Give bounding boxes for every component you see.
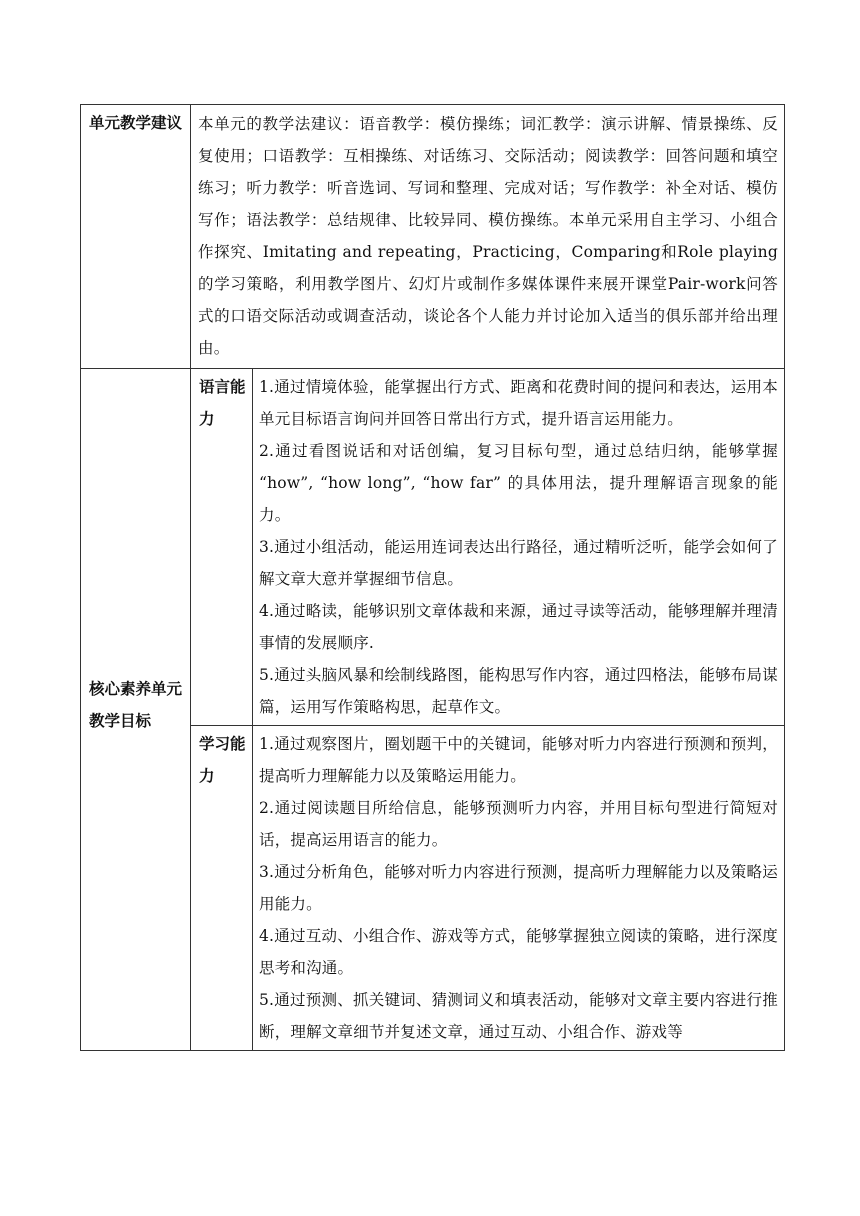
teaching-plan-table [80,104,785,1051]
goal-item: 2.通过阅读题目所给信息，能够预测听力内容，并用目标句型进行简短对话，提高运用语言的能力。 [259,799,778,849]
goal-item: 1.通过观察图片，圈划题干中的关键词，能够对听力内容进行预测和预判，提高听力理解能力以及策略运用能力。 [259,735,778,785]
goal-item: 4.通过互动、小组合作、游戏等方式，能够掌握独立阅读的策略，进行深度思考和沟通。 [259,927,778,977]
sub-heading-text: 学习能力 [199,734,246,785]
row-language-ability [81,369,785,726]
label-learning-ability [191,726,253,1051]
goal-item: 5.通过预测、抓关键词、猜测词义和填表活动，能够对文章主要内容进行推断，理解文章细节并复述文章，通过互动、小组合作、游戏等 [259,991,778,1041]
language-ability-list [253,369,784,725]
goal-item: 4.通过略读，能够识别文章体裁和来源，通过寻读等活动，能够理解并理清事情的发展顺序. [259,602,778,652]
heading-text: 核心素养单元教学目标 [89,678,183,730]
heading-core-competency-goals [81,369,191,1051]
learning-ability-content-cell [253,726,785,1051]
goal-item: 2.通过看图说话和对话创编，复习目标句型，通过总结归纳，能够掌握 “how”, “how long”, “how far” 的具体用法，提升理解语言现象的能力。 [259,442,778,524]
goal-item: 3.通过小组活动，能运用连词表达出行路径，通过精听泛听，能学会如何了解文章大意并掌握细节信息。 [259,538,778,588]
row-unit-teaching-suggestion [81,105,785,369]
heading-text: 单元教学建议 [89,113,183,132]
learning-ability-list [253,726,784,1050]
suggestion-content-cell [191,105,785,369]
language-ability-content-cell [253,369,785,726]
heading-unit-teaching-suggestion [81,105,191,369]
goal-item: 5.通过头脑风暴和绘制线路图，能构思写作内容，通过四格法，能够布局谋篇，运用写作策略构思，起草作文。 [259,666,778,716]
goal-item: 1.通过情境体验，能掌握出行方式、距离和花费时间的提问和表达，运用本单元目标语言询问并回答日常出行方式，提升语言运用能力。 [259,378,778,428]
suggestion-paragraph: 本单元的教学法建议：语音教学：模仿操练；词汇教学：演示讲解、情景操练、反复使用；口语教学：互相操练、对话练习、交际活动；阅读教学：回答问题和填空练习；听力教学：听音选词、写词和整理、完成对话；写作教学：补全对话、模仿写作；语法教学：总结规律、比较异同、模仿操练。本单元采用自主学习、小组合作探究、Imitating and repeating，Practicing，Comparing和Role playing的学习策略，利用教学图片、幻灯片或制作多媒体课件来展开课堂Pair-work问答式的口语交际活动或调查活动，谈论各个人能力并讨论加入适当的俱乐部并给出理由。 [198,115,778,357]
goal-item: 3.通过分析角色，能够对听力内容进行预测，提高听力理解能力以及策略运用能力。 [259,863,778,913]
label-language-ability [191,369,253,726]
sub-heading-text: 语言能力 [199,377,246,428]
